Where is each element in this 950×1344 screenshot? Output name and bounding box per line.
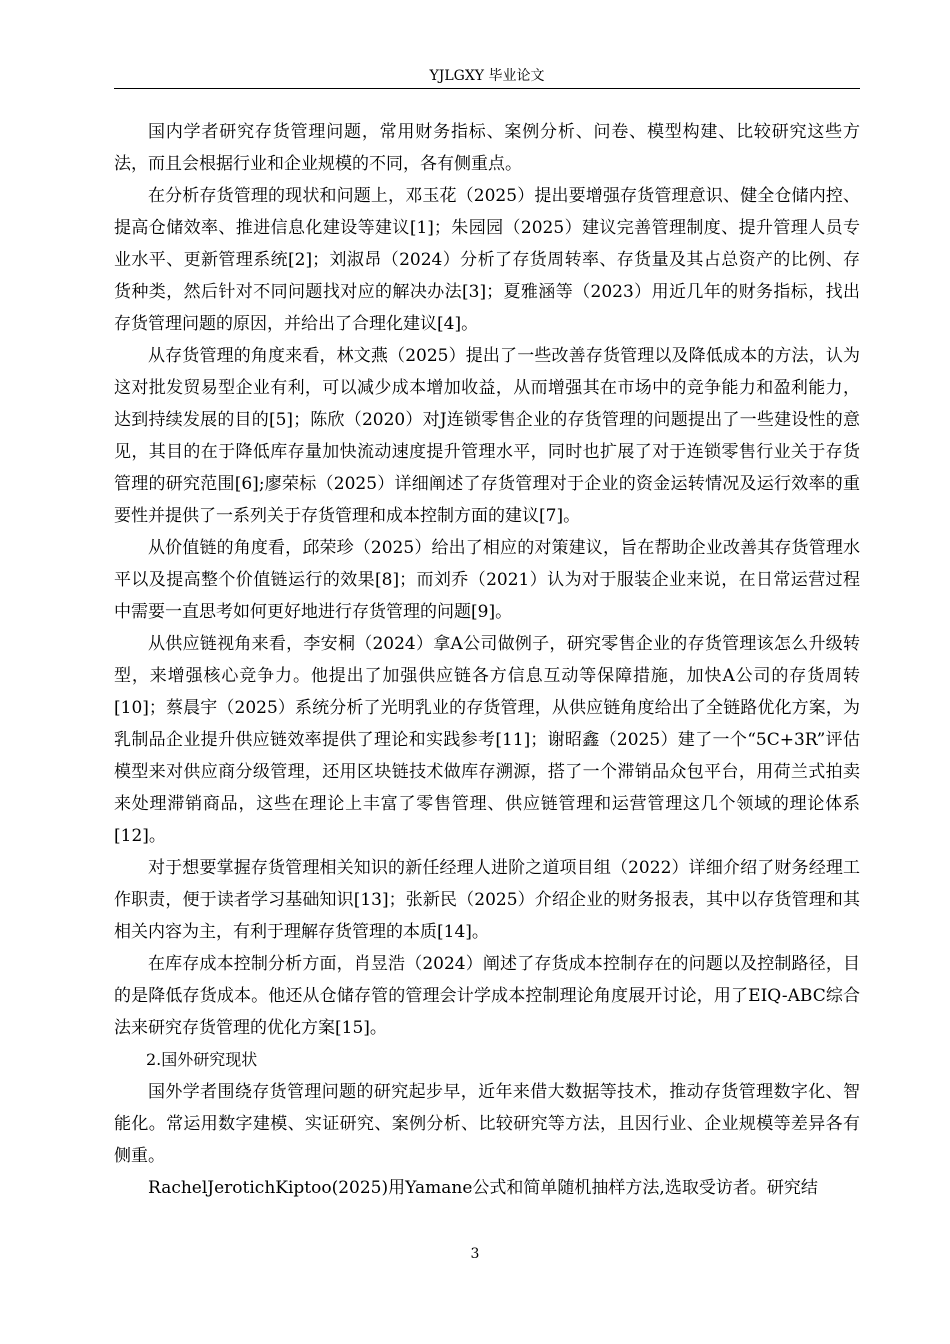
paragraph: RachelJerotichKiptoo(2025)用Yamane公式和简单随机抽样方法,选取受访者。研究结: [148, 1178, 818, 1198]
paragraph: 国外学者围绕存货管理问题的研究起步早，近年来借大数据等技术，推动存货管理数字化、智能化。常运用数字建模、实证研究、案例分析、比较研究等方法，且因行业、企业规模等差异各有侧重。: [114, 1082, 860, 1166]
body-text: [114, 116, 860, 1204]
paragraph: 从存货管理的角度来看，林文燕（2025）提出了一些改善存货管理以及降低成本的方法，认为这对批发贸易型企业有利，可以减少成本增加收益，从而增强其在市场中的竞争能力和盈利能力，达到持续发展的目的[5]；陈欣（2020）对J连锁零售企业的存货管理的问题提出了一些建设性的意见，其目的在于降低库存量加快流动速度提升管理水平，同时也扩展了对于连锁零售行业关于存货管理的研究范围[6];廖荣标（2025）详细阐述了存货管理对于企业的资金运转情况及运行效率的重要性并提供了一系列关于存货管理和成本控制方面的建议[7]。: [114, 346, 860, 526]
paragraph: 从供应链视角来看，李安桐（2024）拿A公司做例子，研究零售企业的存货管理该怎么升级转型，来增强核心竞争力。他提出了加强供应链各方信息互动等保障措施，加快A公司的存货周转[10]；蔡晨宇（2025）系统分析了光明乳业的存货管理，从供应链角度给出了全链路优化方案，为乳制品企业提升供应链效率提供了理论和实践参考[11]；谢昭鑫（2025）建了一个“5C+3R”评估模型来对供应商分级管理，还用区块链技术做库存溯源，搭了一个滞销品众包平台，用荷兰式拍卖来处理滞销商品，这些在理论上丰富了零售管理、供应链管理和运营管理这几个领域的理论体系[12]。: [114, 634, 860, 846]
paragraph: 国内学者研究存货管理问题，常用财务指标、案例分析、问卷、模型构建、比较研究这些方法，而且会根据行业和企业规模的不同，各有侧重点。: [114, 122, 860, 174]
page-number: 3: [470, 1246, 480, 1262]
section-heading: 2.国外研究现状: [146, 1050, 258, 1069]
header-title: YJLGXY 毕业论文: [429, 68, 545, 84]
page-header: [114, 64, 860, 89]
paragraph: 对于想要掌握存货管理相关知识的新任经理人进阶之道项目组（2022）详细介绍了财务经理工作职责，便于读者学习基础知识[13]；张新民（2025）介绍企业的财务报表，其中以存货管理和其相关内容为主，有利于理解存货管理的本质[14]。: [114, 858, 860, 942]
paragraph: 从价值链的角度看，邱荣珍（2025）给出了相应的对策建议，旨在帮助企业改善其存货管理水平以及提高整个价值链运行的效果[8]；而刘乔（2021）认为对于服装企业来说，在日常运营过程中需要一直思考如何更好地进行存货管理的问题[9]。: [114, 538, 860, 622]
paragraph: 在分析存货管理的现状和问题上，邓玉花（2025）提出要增强存货管理意识、健全仓储内控、提高仓储效率、推进信息化建设等建议[1]；朱园园（2025）建议完善管理制度、提升管理人员专业水平、更新管理系统[2]；刘淑昂（2024）分析了存货周转率、存货量及其占总资产的比例、存货种类，然后针对不同问题找对应的解决办法[3]；夏雅涵等（2023）用近几年的财务指标，找出存货管理问题的原因，并给出了合理化建议[4]。: [114, 186, 860, 334]
paragraph: 在库存成本控制分析方面，肖昱浩（2024）阐述了存货成本控制存在的问题以及控制路径，目的是降低存货成本。他还从仓储存管的管理会计学成本控制理论角度展开讨论，用了EIQ-ABC综合法来研究存货管理的优化方案[15]。: [114, 954, 860, 1038]
